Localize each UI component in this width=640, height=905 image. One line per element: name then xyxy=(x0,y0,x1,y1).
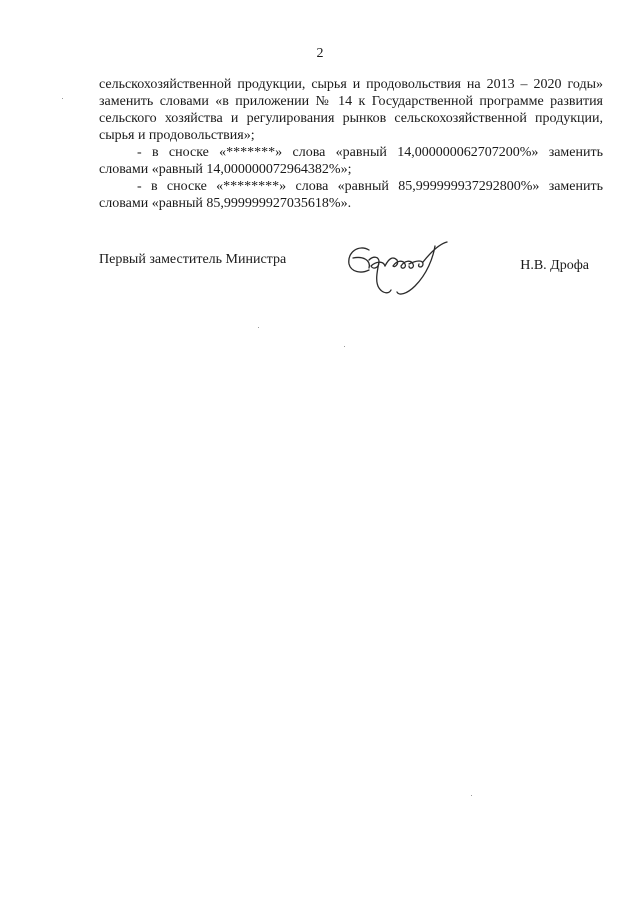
document-body xyxy=(99,76,603,212)
paragraph-2: - в сноске «*******» слова «равный 14,000000062707200%» заменить словами «равный 14,000000072964382%»; xyxy=(99,145,603,177)
handwritten-signature xyxy=(339,238,459,308)
paragraph-1: сельскохозяйственной продукции, сырья и продовольствия на 2013 – 2020 годы» заменить словами «в приложении № 14 к Государственной программе развития сельского хозяйства и регулирования рынков сельскохозяйственной продукции, сырья и продовольствия»; xyxy=(99,77,603,143)
paragraph-3: - в сноске «********» слова «равный 85,999999937292800%» заменить словами «равный 85,999999927035618%». xyxy=(99,179,603,211)
signature-block xyxy=(99,238,603,308)
scan-speck xyxy=(471,795,472,796)
signer-title: Первый заместитель Министра xyxy=(99,252,287,267)
page-number: 2 xyxy=(316,46,324,61)
scan-speck xyxy=(344,346,345,347)
scan-speck xyxy=(62,98,63,99)
signer-name: Н.В. Дрофа xyxy=(520,258,589,273)
scan-speck xyxy=(258,327,259,328)
